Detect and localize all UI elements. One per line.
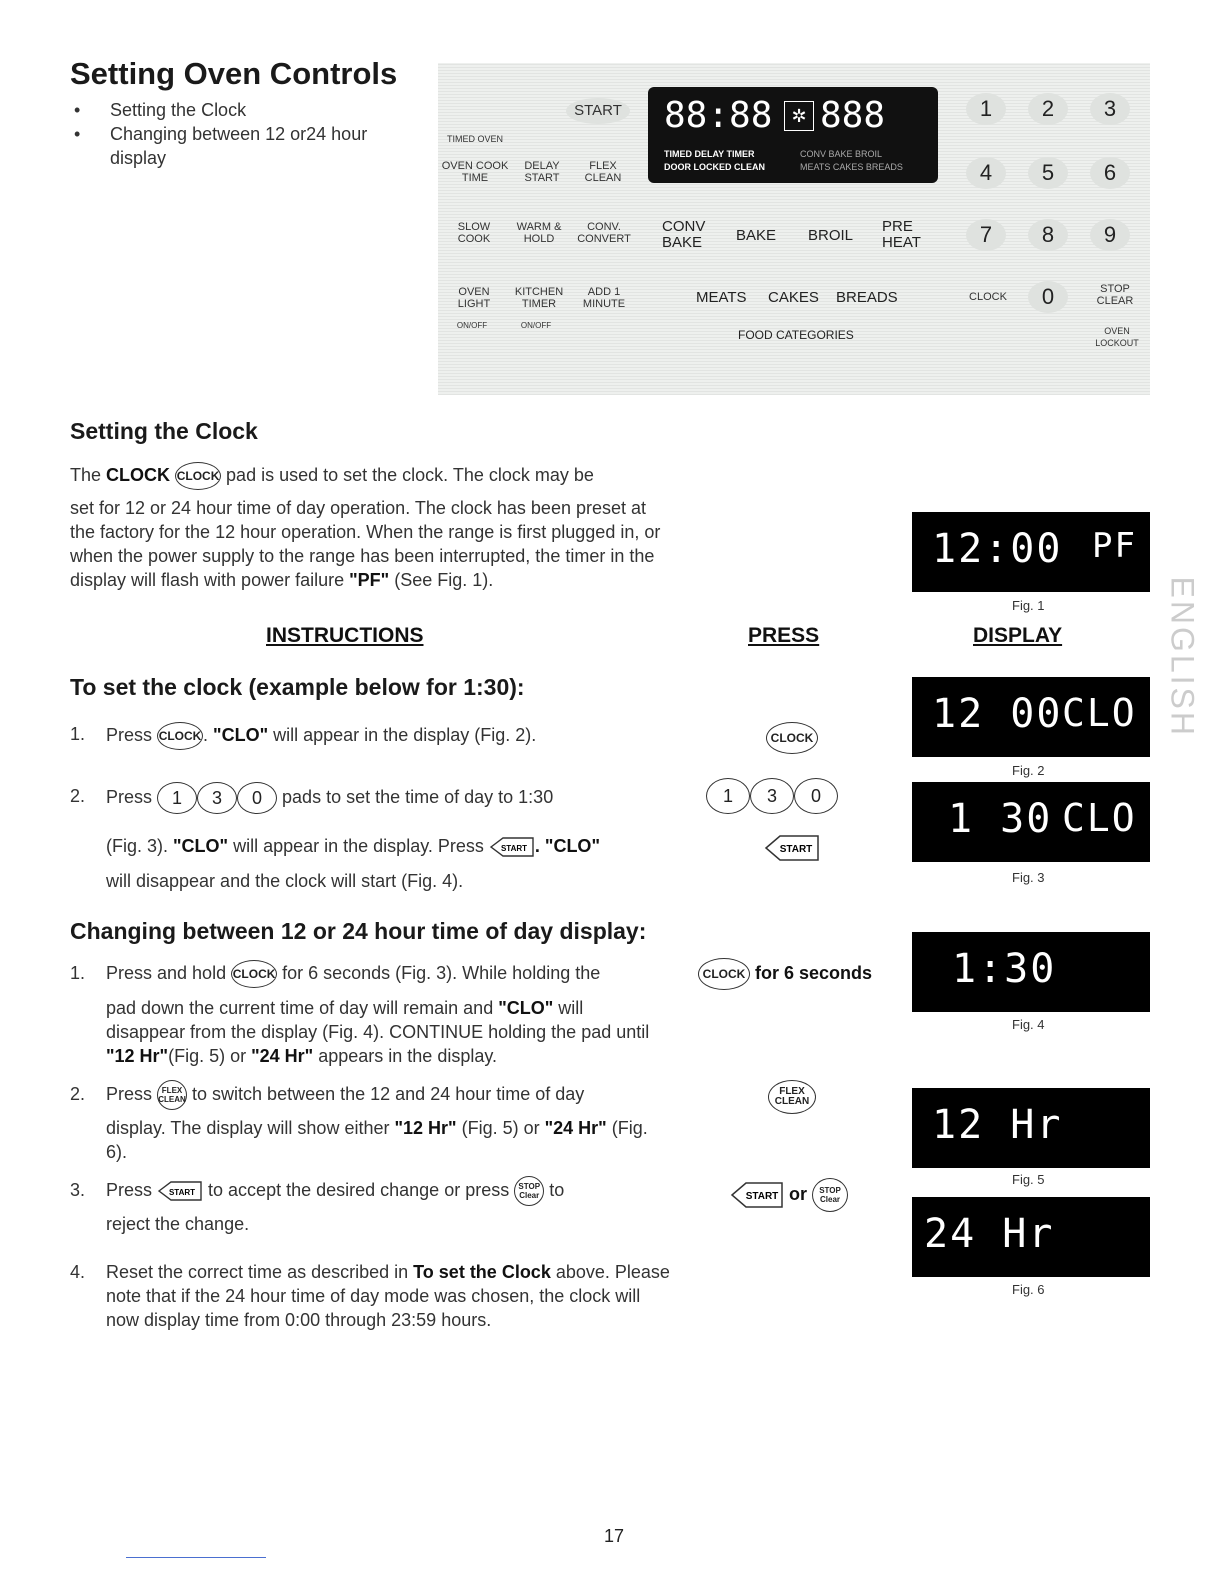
panel-digit: 1 (966, 93, 1006, 125)
bullet-item: • Setting the Clock (74, 100, 247, 120)
control-panel-illustration (438, 63, 1150, 395)
figure-caption: Fig. 1 (1012, 598, 1045, 613)
panel-key: CONV BAKE (662, 218, 706, 251)
panel-key: BAKE (736, 227, 777, 244)
start-pad-icon (157, 1180, 203, 1202)
figure-caption: Fig. 4 (1012, 1017, 1045, 1032)
svg-text:START: START (500, 844, 527, 854)
display-fig-2: 12 00 CLO (912, 677, 1150, 757)
panel-digit: 0 (1028, 281, 1068, 313)
panel-display: 88:88 ✲ 888 TIMED DELAY TIMER DOOR LOCKED CLEAN CONV BAKE BROIL MEATS CAKES BREADS (648, 87, 938, 183)
panel-key: ADD 1 MINUTE (582, 286, 626, 310)
panel-key: OVEN LIGHT (457, 286, 491, 310)
change-step-4: Reset the correct time as described in To set the Clock above. Please note that if the 24 hour time of day mode was chosen, the clock will now display time from 0:00 through 23:59 hours. (106, 1262, 670, 1330)
step-number: 3. (70, 1180, 86, 1200)
flex-clean-pad-icon: FLEX CLEAN (157, 1080, 187, 1110)
digit-3-pad-icon: 3 (197, 782, 237, 814)
display-header: DISPLAY (973, 624, 1063, 647)
digit-0-pad-icon: 0 (794, 778, 838, 814)
panel-key: BROIL (808, 227, 854, 244)
clock-intro-para: set for 12 or 24 hour time of day operation. The clock has been preset at the factory for the 12 hour operation. When the range is first plugged in, or when the power supply to the range has been interrupted, the timer in the display will flash with power failure "PF" (See Fig. 1). (70, 498, 661, 590)
panel-stop-key: STOP CLEAR (1096, 283, 1134, 307)
panel-key: BREADS (836, 289, 898, 306)
clock-pad-icon: CLOCK (157, 722, 203, 750)
press-hold-clock: CLOCK for 6 seconds (698, 958, 872, 990)
fan-icon: ✲ (784, 101, 814, 131)
panel-key: DELAY START (524, 160, 560, 184)
panel-digit: 3 (1090, 93, 1130, 125)
start-pad-icon (489, 836, 535, 858)
panel-key: CAKES (768, 289, 819, 306)
clock-pad-icon: CLOCK (766, 722, 818, 754)
svg-text:START: START (779, 844, 813, 855)
bullet-item: • Changing between 12 or24 hour display (74, 124, 368, 168)
panel-digit: 7 (966, 219, 1006, 251)
section-heading: Changing between 12 or 24 hour time of day display: (70, 918, 647, 944)
step-number: 4. (70, 1262, 86, 1282)
set-clock-step-1: Press CLOCK. "CLO" will appear in the display (Fig. 2). (106, 722, 666, 750)
panel-key: CONV. CONVERT (577, 221, 631, 245)
start-or-stop: START or STOP Clear (730, 1178, 848, 1212)
set-clock-step-2-cont: (Fig. 3). "CLO" will appear in the display. Press START . "CLO" (106, 834, 686, 858)
display-fig-4: 1:30 (912, 932, 1150, 1012)
panel-key: ON/OFF (520, 321, 552, 330)
page-number: 17 (604, 1526, 625, 1546)
change-step-2: Press FLEX CLEAN to switch between the 12 and 24 hour time of day (106, 1080, 686, 1110)
panel-key: PRE HEAT (882, 218, 921, 251)
digit-1-pad-icon: 1 (157, 782, 197, 814)
panel-key: ON/OFF (456, 321, 488, 330)
clock-pad-icon: CLOCK (175, 462, 221, 490)
panel-digit: 5 (1028, 157, 1068, 189)
display-fig-5: 12 Hr (912, 1088, 1150, 1168)
svg-text:START: START (745, 1191, 779, 1202)
section-heading: Setting the Clock (70, 418, 258, 444)
panel-key: OVEN COOK TIME (441, 160, 509, 184)
display-fig-3: 1 30 CLO (912, 782, 1150, 862)
panel-digit: 9 (1090, 219, 1130, 251)
figure-caption: Fig. 6 (1012, 1282, 1045, 1297)
start-pad-icon (764, 834, 820, 862)
step-number: 2. (70, 1084, 86, 1104)
panel-digit: 4 (966, 157, 1006, 189)
panel-key: WARM & HOLD (516, 221, 562, 245)
svg-text:START: START (168, 1188, 196, 1197)
digit-1-pad-icon: 1 (706, 778, 750, 814)
instructions-header: INSTRUCTIONS (266, 624, 424, 647)
clock-pad-icon: CLOCK (698, 958, 750, 990)
change-step-1: Press and hold CLOCK for 6 seconds (Fig. 3). While holding the (106, 960, 686, 988)
digit-pads (706, 778, 838, 814)
panel-key: TIMED OVEN (446, 134, 503, 144)
display-fig-6: 24 Hr (912, 1197, 1150, 1277)
language-side-tab: ENGLISH (1164, 576, 1201, 738)
footer-rule (126, 1557, 266, 1558)
panel-key: KITCHEN TIMER (514, 286, 564, 310)
panel-digit: 2 (1028, 93, 1068, 125)
panel-label: FOOD CATEGORIES (738, 328, 854, 342)
press-header: PRESS (748, 624, 820, 647)
step-number: 1. (70, 724, 86, 744)
clock-intro-line: The CLOCK CLOCK pad is used to set the clock. The clock may be (70, 462, 690, 490)
panel-digit: 6 (1090, 157, 1130, 189)
set-clock-step-2-end: will disappear and the clock will start (Fig. 4). (106, 871, 464, 891)
stop-clear-pad-icon: STOP Clear (812, 1178, 848, 1212)
panel-key: SLOW COOK (457, 221, 491, 245)
panel-digit: 8 (1028, 219, 1068, 251)
change-step-2-cont: display. The display will show either "12 Hr" (Fig. 5) or "24 Hr" (Fig. 6). (106, 1118, 648, 1162)
panel-start-key: START (566, 98, 630, 124)
stop-clear-pad-icon: STOP Clear (514, 1176, 544, 1206)
digit-0-pad-icon: 0 (237, 782, 277, 814)
panel-key: FLEX CLEAN (584, 160, 622, 184)
flex-clean-pad-icon: FLEX CLEAN (768, 1080, 816, 1114)
change-step-3: Press START to accept the desired change or press STOP Clear to (106, 1176, 686, 1206)
change-step-3-cont: reject the change. (106, 1214, 250, 1234)
step-number: 1. (70, 963, 86, 983)
section-heading: To set the clock (example below for 1:30): (70, 674, 525, 700)
set-clock-step-2: Press 1 3 0 pads to set the time of day to 1:30 (106, 782, 686, 814)
figure-caption: Fig. 5 (1012, 1172, 1045, 1187)
panel-key: MEATS (696, 289, 747, 306)
figure-caption: Fig. 2 (1012, 763, 1045, 778)
clock-pad-icon: CLOCK (231, 960, 277, 988)
digit-3-pad-icon: 3 (750, 778, 794, 814)
display-fig-1: 12:00 PF (912, 512, 1150, 592)
start-pad-icon (730, 1181, 784, 1209)
figure-caption: Fig. 3 (1012, 870, 1045, 885)
step-number: 2. (70, 786, 86, 806)
panel-clock-key: CLOCK (969, 291, 1007, 303)
panel-lockout-key: OVEN LOCKOUT (1095, 326, 1139, 348)
change-step-1-cont: pad down the current time of day will remain and "CLO" will disappear from the display (Fig. 4). CONTINUE holding the pad until "12 Hr"(Fig. 5) or "24 Hr" appears in the display. (106, 998, 650, 1066)
page-title: Setting Oven Controls (70, 56, 398, 91)
intro-bullets (72, 98, 422, 170)
